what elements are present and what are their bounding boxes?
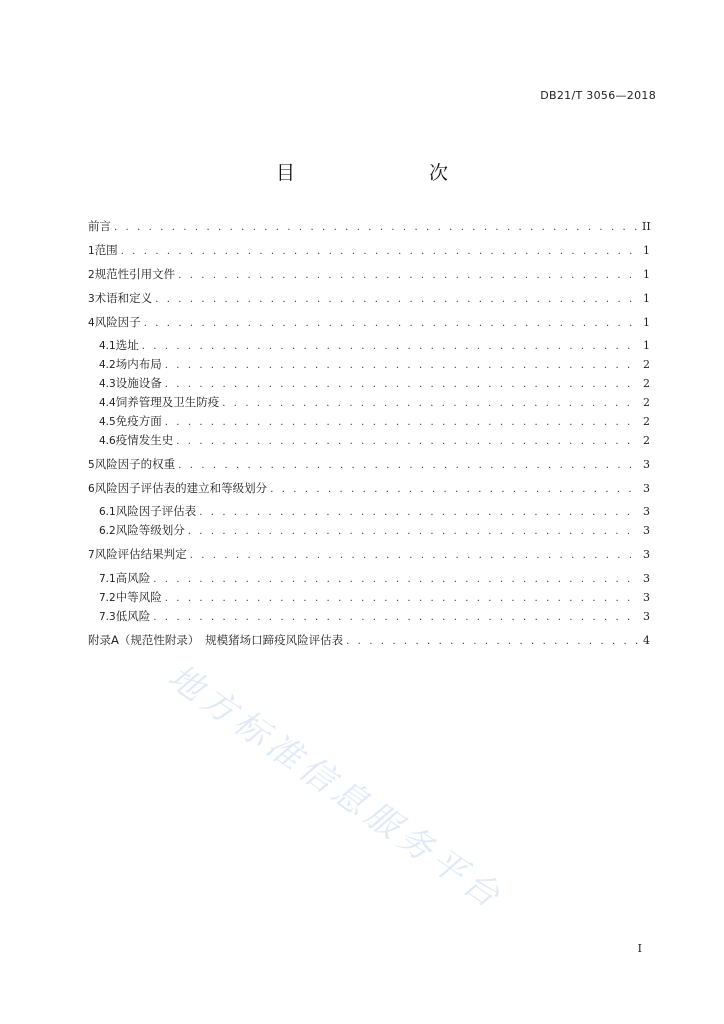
toc-leader-dots — [190, 550, 638, 561]
toc-entry-label: 高风险 — [115, 571, 151, 585]
page-title: 目 次 — [275, 162, 480, 184]
toc-entry-label: 风险评估结果判定 — [94, 547, 187, 561]
toc-entry-number: 1 — [88, 245, 95, 257]
toc-entry-4-5[interactable] — [99, 413, 650, 429]
toc-entry-label: 附录A（规范性附录） 规模猪场口蹄疫风险评估表 — [88, 633, 344, 647]
toc-entry-page: 3 — [643, 610, 650, 623]
toc-entry-3[interactable] — [88, 290, 650, 306]
toc-entry-label: 中等风险 — [115, 590, 162, 604]
toc-leader-dots — [222, 398, 638, 409]
toc-entry-page: 3 — [643, 548, 650, 561]
toc-entry-number: 7.2 — [99, 592, 116, 604]
toc-entry-page: 3 — [643, 458, 650, 471]
toc-leader-dots — [114, 222, 638, 233]
toc-entry-number: 7.1 — [99, 573, 116, 585]
toc-entry-number: 3 — [88, 293, 95, 305]
toc-entry-number: 4.6 — [99, 435, 116, 447]
toc-entry-page: 2 — [643, 396, 650, 409]
toc-leader-dots — [178, 460, 638, 471]
toc-entry-6-2[interactable] — [99, 522, 650, 538]
toc-leader-dots — [270, 484, 638, 495]
toc-entry-appendix-a[interactable] — [88, 632, 650, 648]
toc-entry-page: 4 — [643, 634, 650, 647]
toc-entry-page: 3 — [643, 591, 650, 604]
toc-entry-page: 1 — [643, 316, 650, 329]
toc-entry-label: 疫情发生史 — [115, 433, 174, 447]
toc-entry-4-1[interactable] — [99, 337, 650, 353]
toc-entry-7-2[interactable] — [99, 589, 650, 605]
toc-entry-6-1[interactable] — [99, 503, 650, 519]
toc-entry-number: 7 — [88, 549, 95, 561]
toc-leader-dots — [346, 636, 638, 647]
toc-entry-number: 4 — [88, 317, 95, 329]
standard-code: DB21/T 3056—2018 — [540, 89, 656, 102]
toc-leader-dots — [142, 341, 638, 352]
toc-entry-label: 饲养管理及卫生防疫 — [115, 395, 220, 409]
toc-leader-dots — [165, 593, 638, 604]
toc-leader-dots — [165, 360, 638, 371]
toc-entry-number: 7.3 — [99, 611, 116, 623]
toc-entry-1[interactable] — [88, 242, 650, 258]
toc-leader-dots — [199, 507, 638, 518]
toc-entry-7-1[interactable] — [99, 570, 650, 586]
toc-entry-label: 范围 — [94, 243, 118, 257]
watermark-text: 地方标准信息服务平台 — [160, 656, 512, 919]
toc-entry-number: 4.3 — [99, 378, 116, 390]
toc-entry-page: 3 — [643, 505, 650, 518]
toc-entry-page: 2 — [643, 358, 650, 371]
toc-entry-label: 风险因子 — [94, 315, 141, 329]
toc-entry-label: 风险等级划分 — [115, 523, 185, 537]
toc-leader-dots — [165, 379, 638, 390]
toc-entry-label: 选址 — [115, 338, 139, 352]
toc-leader-dots — [153, 574, 638, 585]
page-number: I — [637, 942, 642, 955]
toc-entry-number: 2 — [88, 269, 95, 281]
toc-leader-dots — [153, 612, 638, 623]
toc-leader-dots — [188, 526, 638, 537]
toc-entry-page: 2 — [643, 434, 650, 447]
toc-entry-label: 场内布局 — [115, 357, 162, 371]
toc-leader-dots — [144, 318, 638, 329]
toc-entry-7-3[interactable] — [99, 608, 650, 624]
toc-entry-6[interactable] — [88, 480, 650, 496]
toc-entry-4-2[interactable] — [99, 356, 650, 372]
toc-entry-number: 6.2 — [99, 525, 116, 537]
toc-entry-page: 3 — [643, 482, 650, 495]
toc-leader-dots — [178, 270, 638, 281]
toc-entry-label: 前言 — [88, 219, 111, 233]
toc-leader-dots — [165, 417, 638, 428]
toc-entry-page: 2 — [643, 377, 650, 390]
toc-entry-label: 低风险 — [115, 609, 151, 623]
toc-entry-label: 术语和定义 — [94, 291, 153, 305]
toc-entry-label: 风险因子评估表 — [115, 504, 197, 518]
toc-leader-dots — [176, 436, 638, 447]
toc-entry-label: 风险因子评估表的建立和等级划分 — [94, 481, 268, 495]
toc-entry-number: 4.4 — [99, 397, 116, 409]
toc-entry-label: 设施设备 — [115, 376, 162, 390]
toc-entry-page: 3 — [643, 524, 650, 537]
toc-entry-4[interactable] — [88, 314, 650, 330]
toc-entry-page: 2 — [643, 415, 650, 428]
toc-entry-number: 4.2 — [99, 359, 116, 371]
toc-entry-label: 免疫方面 — [115, 414, 162, 428]
toc-entry-number: 4.5 — [99, 416, 116, 428]
toc-entry-4-3[interactable] — [99, 375, 650, 391]
toc-entry-4-6[interactable] — [99, 432, 650, 448]
toc-entry-foreword[interactable] — [88, 218, 650, 234]
toc-entry-4-4[interactable] — [99, 394, 650, 410]
toc-leader-dots — [121, 246, 638, 257]
toc-entry-page: 1 — [643, 244, 650, 257]
toc-entry-number: 4.1 — [99, 340, 116, 352]
toc-leader-dots — [155, 294, 638, 305]
toc-entry-page: 1 — [643, 292, 650, 305]
toc-entry-page: 1 — [643, 339, 650, 352]
toc-entry-number: 6.1 — [99, 506, 116, 518]
toc-entry-number: 5 — [88, 459, 95, 471]
toc-entry-2[interactable] — [88, 266, 650, 282]
toc-entry-page: II — [642, 220, 651, 233]
toc-entry-label: 风险因子的权重 — [94, 457, 176, 471]
toc-entry-number: 6 — [88, 483, 95, 495]
toc-entry-page: 3 — [643, 572, 650, 585]
toc-entry-page: 1 — [643, 268, 650, 281]
toc-entry-7[interactable] — [88, 546, 650, 562]
toc-entry-5[interactable] — [88, 456, 650, 472]
toc-entry-label: 规范性引用文件 — [94, 267, 176, 281]
